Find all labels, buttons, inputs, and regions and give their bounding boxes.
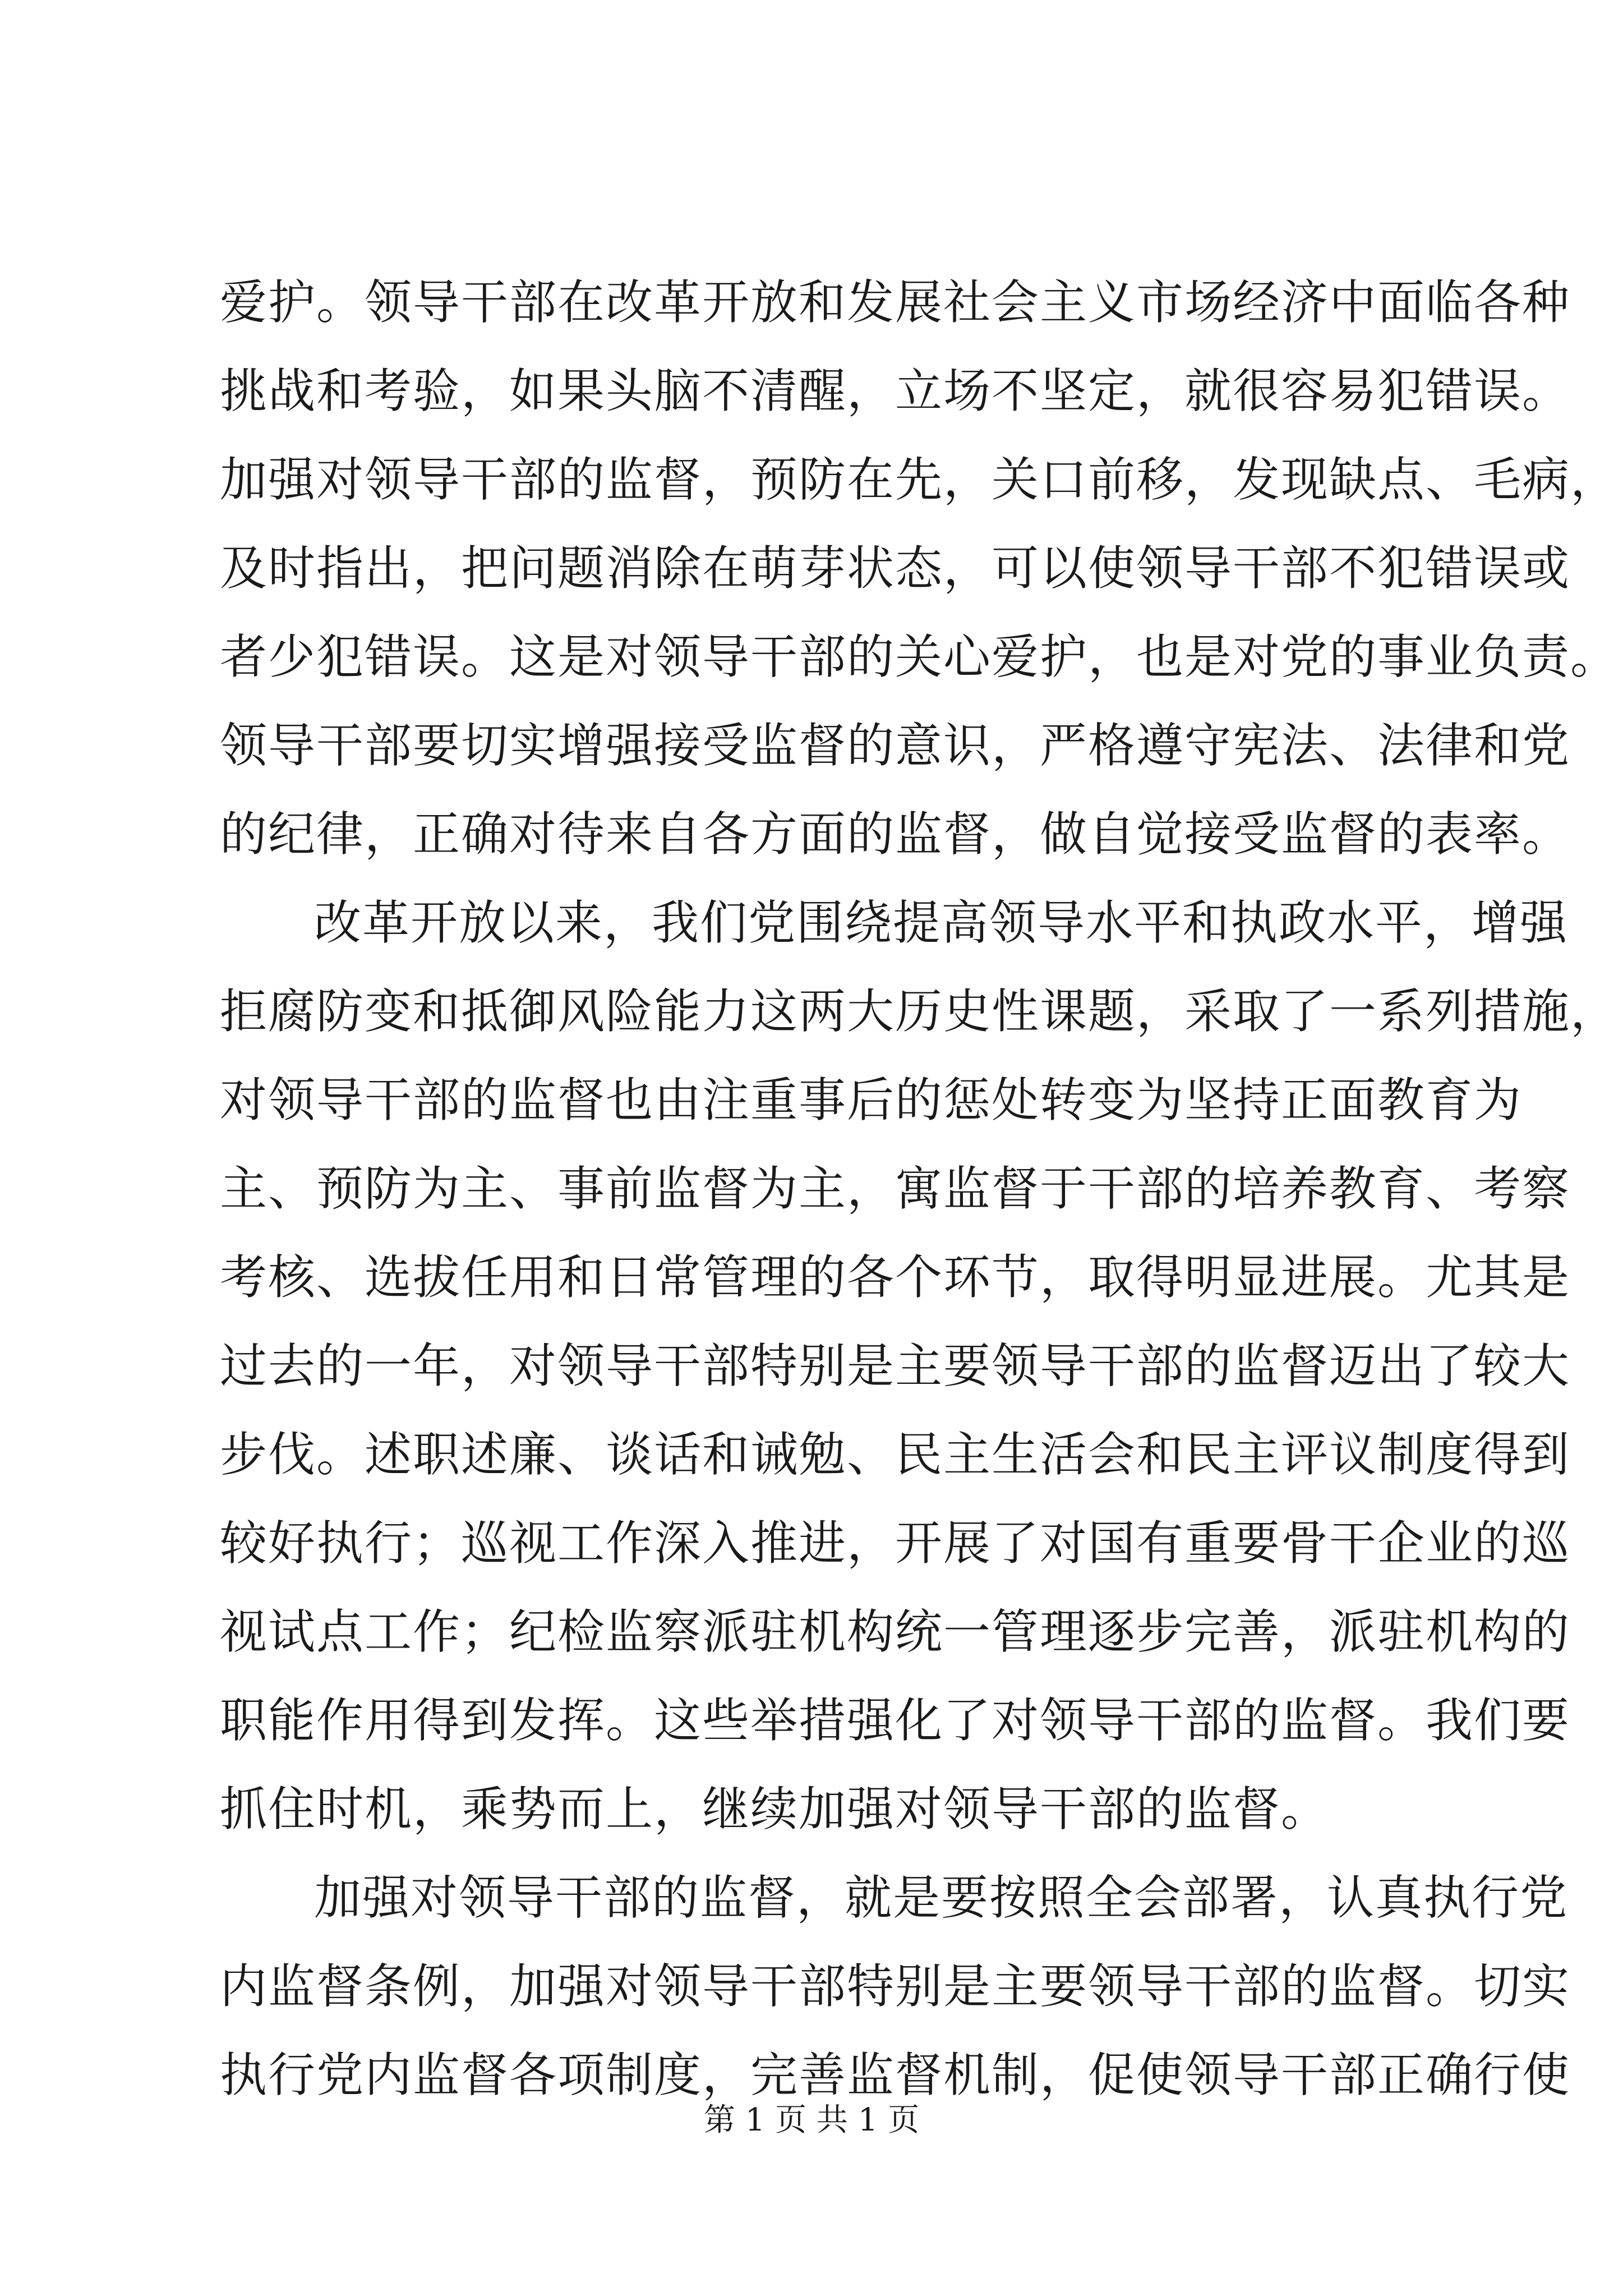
page-number-footer: 第 1 页 共 1 页 (703, 2102, 920, 2138)
text-line: 考核、选拔任用和日常管理的各个环节，取得明显进展。尤其是 (220, 1250, 1571, 1305)
text-line: 加强对领导干部的监督，预防在先，关口前移，发现缺点、毛病， (220, 452, 1619, 507)
text-line: 主、预防为主、事前监督为主，寓监督于干部的培养教育、考察 (220, 1161, 1571, 1216)
body-text (220, 258, 1619, 2119)
text-line: 较好执行；巡视工作深入推进，开展了对国有重要骨干企业的巡 (220, 1516, 1571, 1571)
text-line: 领导干部要切实增强接受监督的意识，严格遵守宪法、法律和党 (220, 718, 1571, 773)
text-line: 及时指出，把问题消除在萌芽状态，可以使领导干部不犯错误或 (220, 541, 1571, 596)
text-line: 对领导干部的监督也由注重事后的惩处转变为坚持正面教育为 (220, 1073, 1523, 1128)
text-line: 的纪律，正确对待来自各方面的监督，做自觉接受监督的表率。 (220, 807, 1571, 862)
text-line: 执行党内监督各项制度，完善监督机制，促使领导干部正确行使 (220, 2047, 1571, 2102)
text-line: 抓住时机，乘势而上，继续加强对领导干部的监督。 (220, 1782, 1330, 1837)
paragraph-first-line: 改革开放以来，我们党围绕提高领导水平和执政水平，增强 (314, 895, 1569, 950)
text-line: 爱护。领导干部在改革开放和发展社会主义市场经济中面临各种 (220, 275, 1571, 330)
text-line: 者少犯错误。这是对领导干部的关心爱护，也是对党的事业负责。 (220, 629, 1619, 684)
text-line: 过去的一年，对领导干部特别是主要领导干部的监督迈出了较大 (220, 1338, 1571, 1393)
paragraph-first-line: 加强对领导干部的监督，就是要按照全会部署，认真执行党 (314, 1870, 1569, 1925)
text-line: 挑战和考验，如果头脑不清醒，立场不坚定，就很容易犯错误。 (220, 364, 1571, 418)
text-line: 职能作用得到发挥。这些举措强化了对领导干部的监督。我们要 (220, 1693, 1571, 1748)
text-line: 内监督条例，加强对领导干部特别是主要领导干部的监督。切实 (220, 1959, 1571, 2014)
text-line: 步伐。述职述廉、谈话和诫勉、民主生活会和民主评议制度得到 (220, 1427, 1571, 1482)
text-line: 视试点工作；纪检监察派驻机构统一管理逐步完善，派驻机构的 (220, 1604, 1571, 1659)
text-line: 拒腐防变和抵御风险能力这两大历史性课题，采取了一系列措施， (220, 984, 1619, 1039)
